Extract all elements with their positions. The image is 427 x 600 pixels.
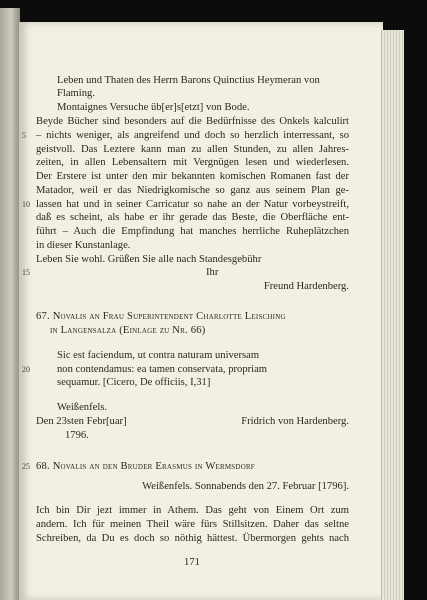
quote-line: Sic est faciendum, ut contra naturam universam	[57, 350, 260, 361]
text-line: Ich bin Dir jezt immer in Athem. Das geht von Einem Ort zum	[36, 505, 349, 516]
text-line: Schreiben, da Du es doch so nöthig hättest. Übermorgen gehts nach	[36, 533, 349, 544]
text-line: Flaming.	[57, 88, 95, 99]
text-line: geistvoll. Das Leztere kann man zu allen Stunden, zu allen Jahres-	[36, 144, 349, 155]
text-line: Leben und Thaten des Herrn Barons Quinctius Heymeran von	[57, 75, 320, 86]
text-line: Montaignes Versuche üb[er]s[etzt] von Bode.	[57, 102, 250, 113]
page-number: 171	[184, 557, 200, 568]
letter-heading: in Langensalza (Einlage zu Nr. 66)	[50, 325, 206, 336]
text-line: – nichts weniger, als angreifend und doch so herzlich interressant, so	[36, 130, 349, 141]
text-line: zeiten, in allen Lebensaltern mit Vergnügen lesen und wiederlesen.	[36, 157, 349, 168]
text-line: lassen hat und in seiner Carricatur so nahe an der Natur vorbeystreift,	[36, 199, 349, 210]
line-number: 15	[22, 268, 30, 277]
quote-line: non contendamus: ea tamen conservata, propriam	[57, 364, 268, 375]
facing-page-edge	[0, 8, 20, 600]
quote-line: sequamur. [Cicero, De officiis, I,31]	[57, 377, 211, 388]
text-line: daß es scheint, als habe er ihr gerade das Beste, die Oberfläche ent-	[36, 212, 349, 223]
signature: Fridrich von Hardenberg.	[241, 416, 349, 427]
line-number: 10	[22, 200, 30, 209]
text-line: Beyde Bücher sind besonders auf die Bedürfnisse des Onkels kalculirt	[36, 116, 349, 127]
line-number: 25	[22, 462, 30, 471]
text-line: Matador, weil er das Niedrigkomische so ganz aus seinem Plan ge-	[36, 185, 349, 196]
closing-salutation: Ihr	[206, 267, 219, 278]
line-number: 20	[22, 365, 30, 374]
text-line: andern. Ich für meinen Theil wäre fürs Stillsitzen. Daher das seltne	[36, 519, 349, 530]
text-line: führt – Auch die Empfindung hat manches herrliche Ruheplätzchen	[36, 226, 349, 237]
letter-heading: 67. Novalis an Frau Superintendent Charlotte Leisching	[36, 311, 286, 322]
letter-heading: 68. Novalis an den Bruder Erasmus in Wermsdorf	[36, 461, 255, 472]
place-line: Weißenfels.	[57, 402, 108, 413]
text-line: Leben Sie wohl. Grüßen Sie alle nach Standesgebühr	[36, 254, 262, 265]
letter-date: Weißenfels. Sonnabends den 27. Februar [1796].	[142, 481, 349, 492]
date-line: Den 23sten Febr[uar]	[36, 416, 127, 427]
page-stack-edges	[381, 30, 404, 600]
signature: Freund Hardenberg.	[263, 281, 349, 292]
text-line: in dieser Kunstanlage.	[36, 240, 131, 251]
text-line: Der Erstere ist unter den mir bekannten komischen Romanen fast der	[36, 171, 349, 182]
line-number: 5	[22, 131, 26, 140]
year-line: 1796.	[65, 430, 89, 441]
